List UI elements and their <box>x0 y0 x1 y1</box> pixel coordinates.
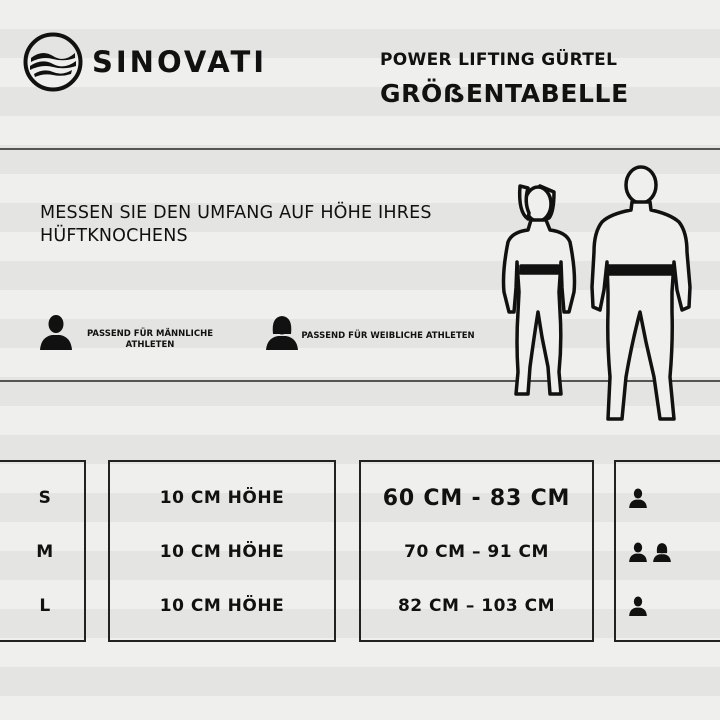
body-figures-illustration <box>494 162 700 427</box>
size-chart-title: GRÖẞENTABELLE <box>380 79 629 108</box>
brand-logo-icon <box>22 31 84 93</box>
size-column <box>0 460 86 642</box>
female-athlete-icon <box>264 313 300 351</box>
waist-range-s: 60 CM - 83 CM <box>382 485 571 511</box>
brand-name: SINOVATI <box>92 45 268 79</box>
waist-range-column <box>359 460 594 642</box>
belt-height-s: 10 CM HÖHE <box>159 488 285 508</box>
size-label-l: L <box>39 596 51 616</box>
waist-range-m: 70 CM – 91 CM <box>404 542 549 562</box>
male-figure-icon <box>592 167 690 419</box>
size-label-s: S <box>38 488 52 508</box>
divider-top <box>0 148 720 150</box>
male-athlete-icon <box>628 541 648 563</box>
waist-range-l: 82 CM – 103 CM <box>397 596 556 616</box>
belt-height-l: 10 CM HÖHE <box>159 596 285 616</box>
belt-height-m: 10 CM HÖHE <box>159 542 285 562</box>
product-title: POWER LIFTING GÜRTEL <box>380 50 618 70</box>
measure-instruction: MESSEN SIE DEN UMFANG AUF HÖHE IHRES HÜFTKNOCHENS <box>40 203 432 246</box>
fit-icons-m <box>616 537 720 567</box>
athlete-fit-column <box>614 460 720 642</box>
belt-height-column <box>108 460 336 642</box>
female-figure-icon <box>504 186 575 394</box>
male-athlete-icon <box>628 595 648 617</box>
female-athlete-icon <box>652 541 672 563</box>
fit-icons-s <box>616 483 720 513</box>
fit-icons-l <box>616 591 720 621</box>
legend-male-label: PASSEND FÜR MÄNNLICHE ATHLETEN <box>86 329 214 350</box>
legend-female-label: PASSEND FÜR WEIBLICHE ATHLETEN <box>301 331 475 341</box>
size-label-m: M <box>36 542 54 562</box>
male-athlete-icon <box>38 313 74 351</box>
male-athlete-icon <box>628 487 648 509</box>
